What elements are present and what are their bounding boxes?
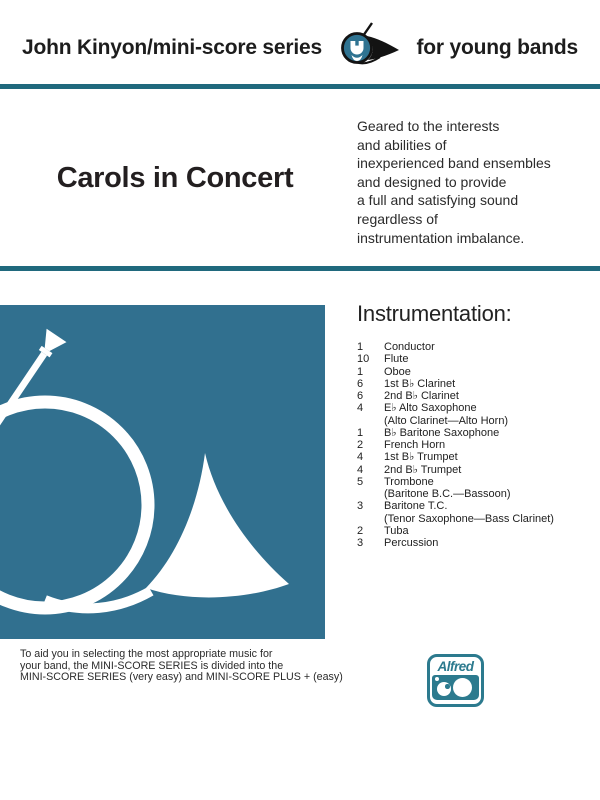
instrument-row <box>357 341 554 353</box>
description-line: regardless of <box>357 210 438 227</box>
description-line: a full and satisfying sound <box>357 192 519 209</box>
series-note <box>20 649 343 684</box>
instrument-name-group <box>384 353 554 365</box>
instrument-row <box>357 537 554 549</box>
instrument-quantity: 6 <box>357 390 364 402</box>
instrument-name-group <box>384 341 554 353</box>
instrument-quantity: 4 <box>357 451 364 464</box>
instrument-name-group <box>384 525 554 537</box>
instrument-name-group <box>384 500 554 525</box>
instrument-quantity: 2 <box>357 524 364 537</box>
instrument-name-group <box>384 439 554 451</box>
instrument-name-group <box>384 464 554 476</box>
series-note-line: your band, the MINI-SCORE SERIES is divided into the <box>20 659 284 672</box>
french-horn-artwork <box>0 305 325 639</box>
instrument-row <box>357 439 554 451</box>
description-line: Geared to the interests <box>357 118 500 134</box>
divider-rule-top <box>0 84 600 89</box>
instrument-name: B♭ Baritone Saxophone <box>384 426 500 439</box>
instrument-quantity: 5 <box>357 475 364 488</box>
description-line: and designed to provide <box>357 173 507 190</box>
instrument-row <box>357 451 554 463</box>
instrument-row <box>357 390 554 402</box>
instrument-row <box>357 525 554 537</box>
page-title: Carols in Concert <box>56 162 294 194</box>
instrument-name-group <box>384 427 554 439</box>
instrument-row <box>357 427 554 439</box>
instrument-name-group <box>384 366 554 378</box>
instrument-name: Tuba <box>384 524 409 537</box>
cover-art-panel <box>0 305 325 639</box>
instrument-alternate: (Alto Clarinet—Alto Horn) <box>384 414 509 427</box>
alfred-mark-circle-right <box>453 678 472 697</box>
instrument-quantity: 1 <box>357 365 364 378</box>
instrument-quantity: 3 <box>357 500 364 513</box>
instrument-row <box>357 500 554 525</box>
description-line: instrumentation imbalance. <box>357 229 525 246</box>
instrument-name-group <box>384 390 554 402</box>
instrument-name: Percussion <box>384 537 439 549</box>
divider-rule-middle <box>0 266 600 271</box>
instrument-name: 2nd B♭ Clarinet <box>384 390 459 402</box>
instrumentation-list <box>357 341 554 549</box>
instrument-name: Baritone T.C. <box>384 500 448 513</box>
instrument-name: Oboe <box>384 365 411 378</box>
instrument-quantity: 1 <box>357 341 364 353</box>
instrument-name-group <box>384 451 554 463</box>
instrument-name: Flute <box>384 353 409 366</box>
french-horn-icon <box>333 21 405 76</box>
instrument-row <box>357 378 554 390</box>
alfred-mark-counter <box>445 684 450 689</box>
instrument-quantity: 4 <box>357 463 364 476</box>
description-line: and abilities of <box>357 136 447 153</box>
instrument-name: Conductor <box>384 341 435 353</box>
instrument-name: French Horn <box>384 439 446 451</box>
instrument-row <box>357 353 554 365</box>
instrument-quantity: 6 <box>357 377 364 390</box>
instrument-quantity: 4 <box>357 402 364 415</box>
instrument-name: 1st B♭ Clarinet <box>384 377 456 390</box>
instrument-quantity: 2 <box>357 439 364 451</box>
alfred-mark-dot <box>435 677 439 681</box>
alfred-logo <box>427 654 484 707</box>
instrument-quantity: 3 <box>357 537 364 549</box>
series-note-line: To aid you in selecting the most appropriate music for <box>20 648 273 660</box>
instrument-name: E♭ Alto Saxophone <box>384 402 477 415</box>
series-title: John Kinyon/mini-score series <box>22 36 322 59</box>
instrument-name-group <box>384 476 554 501</box>
audience-label: for young bands <box>416 36 578 59</box>
instrument-row <box>357 366 554 378</box>
instrument-row <box>357 476 554 501</box>
instrument-alternate: (Baritone B.C.—Bassoon) <box>384 488 511 500</box>
instrument-row <box>357 402 554 427</box>
instrument-quantity: 1 <box>357 426 364 439</box>
instrument-name: 1st B♭ Trumpet <box>384 451 458 464</box>
description-line: inexperienced band ensembles <box>357 155 551 172</box>
instrument-row <box>357 464 554 476</box>
instrument-name-group <box>384 402 554 427</box>
alfred-logo-wordmark: Alfred <box>437 659 474 674</box>
instrument-name-group <box>384 537 554 549</box>
instrument-quantity: 10 <box>357 353 370 366</box>
instrument-alternate: (Tenor Saxophone—Bass Clarinet) <box>384 512 554 525</box>
instrument-name-group <box>384 378 554 390</box>
header <box>0 12 600 84</box>
instrumentation-heading: Instrumentation: <box>357 301 512 326</box>
series-note-line: MINI-SCORE SERIES (very easy) and MINI-SCORE PLUS + (easy) <box>20 671 343 684</box>
description <box>357 117 551 247</box>
alfred-logo-mark-icon <box>432 675 479 700</box>
instrument-name: 2nd B♭ Trumpet <box>384 463 462 476</box>
instrument-name: Trombone <box>384 475 434 488</box>
